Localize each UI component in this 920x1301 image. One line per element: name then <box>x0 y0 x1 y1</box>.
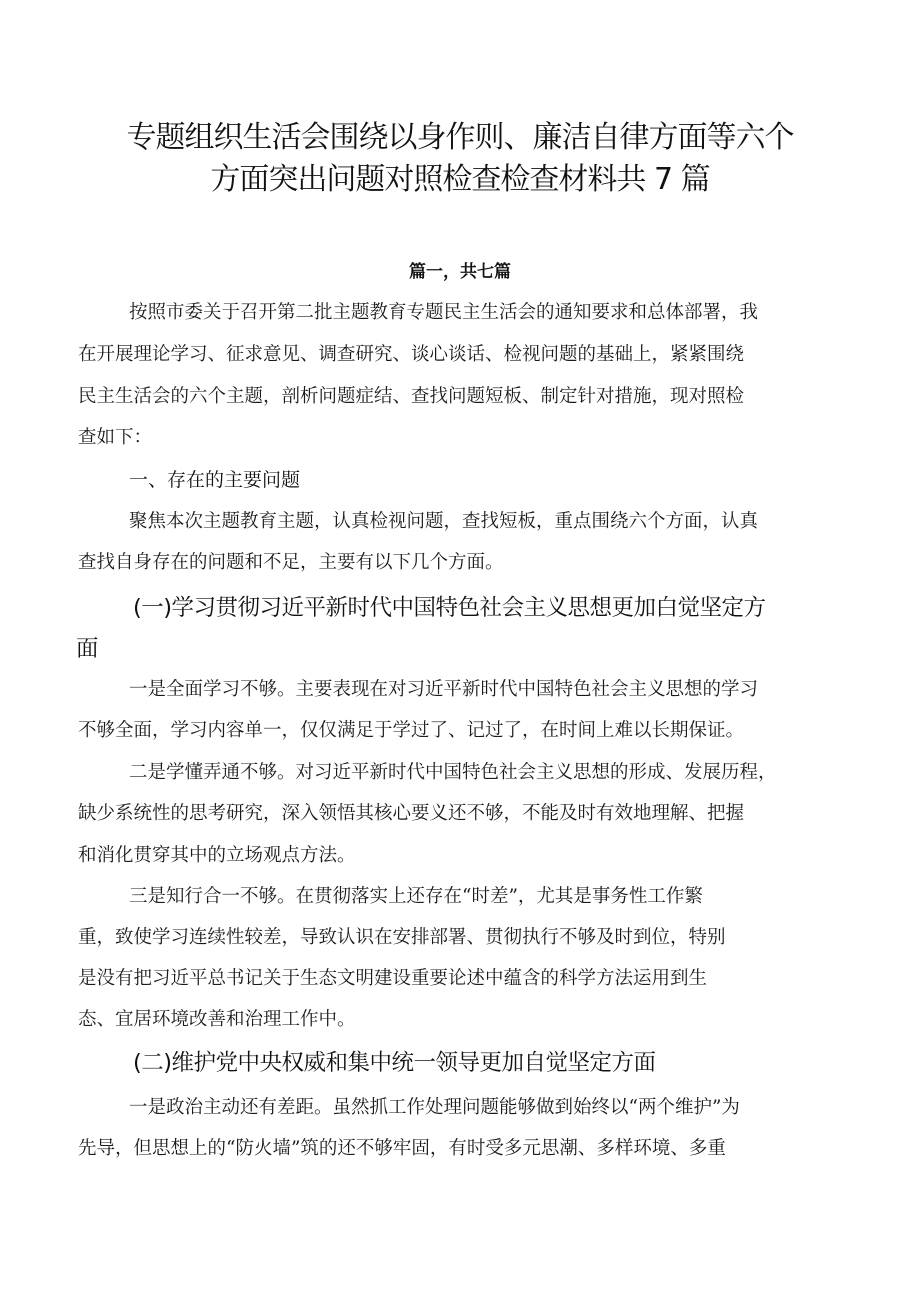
paragraph-line: 民主生活会的六个主题，剖析问题症结、查找问题短板、制定针对措施，现对照检 <box>78 386 745 407</box>
paragraph-line: 先导，但思想上的“防火墙”筑的还不够牢固，有时受多元思潮、多样环境、多重 <box>78 1138 726 1159</box>
paragraph-line: 一是政治主动还有差距。虽然抓工作处理问题能够做到始终以“两个维护”为 <box>129 1097 740 1118</box>
paragraph-line: 二是学懂弄通不够。对习近平新时代中国特色社会主义思想的形成、发展历程， <box>129 762 777 783</box>
paragraph-line: 是没有把习近平总书记关于生态文明建设重要论述中蕴含的科学方法运用到生 <box>78 968 708 989</box>
document-title-line-1: 专题组织生活会围绕以身作则、廉洁自律方面等六个 <box>126 120 794 155</box>
chapter-heading: 篇一，共七篇 <box>409 262 511 282</box>
paragraph-line: 缺少系统性的思考研究，深入领悟其核心要义还不够，不能及时有效地理解、把握 <box>78 803 745 824</box>
paragraph-line: 态、宜居环境改善和治理工作中。 <box>78 1009 356 1030</box>
paragraph-line: 在开展理论学习、征求意见、调查研究、谈心谈话、检视问题的基础上，紧紧围绕 <box>78 344 745 365</box>
paragraph-line: 查找自身存在的问题和不足，主要有以下几个方面。 <box>78 552 504 573</box>
subsection-heading-continued: 面 <box>76 636 99 662</box>
section-heading: 一、存在的主要问题 <box>129 469 301 491</box>
paragraph-line: 按照市委关于召开第二批主题教育专题民主生活会的通知要求和总体部署，我 <box>129 302 759 323</box>
paragraph-line: 重，致使学习连续性较差，导致认识在安排部署、贯彻执行不够及时到位，特别 <box>78 927 726 948</box>
subsection-heading: (二)维护党中央权威和集中统一领导更加自觉坚定方面 <box>133 1050 656 1076</box>
document-title-line-2: 方面突出问题对照检查检查材料共 7 篇 <box>210 162 710 197</box>
paragraph-line: 聚焦本次主题教育主题，认真检视问题，查找短板，重点围绕六个方面，认真 <box>129 511 759 532</box>
paragraph-line: 查如下： <box>78 427 153 448</box>
paragraph-line: 不够全面，学习内容单一，仅仅满足于学过了、记过了，在时间上难以长期保证。 <box>78 720 745 741</box>
subsection-heading: (一)学习贯彻习近平新时代中国特色社会主义思想更加白觉坚定方 <box>133 595 766 621</box>
paragraph-line: 和消化贯穿其中的立场观点方法。 <box>78 845 356 866</box>
paragraph-line: 一是全面学习不够。主要表现在对习近平新时代中国特色社会主义思想的学习 <box>129 679 759 700</box>
paragraph-line: 三是知行合一不够。在贯彻落实上还存在“时差”，尤其是事务性工作繁 <box>129 886 703 907</box>
